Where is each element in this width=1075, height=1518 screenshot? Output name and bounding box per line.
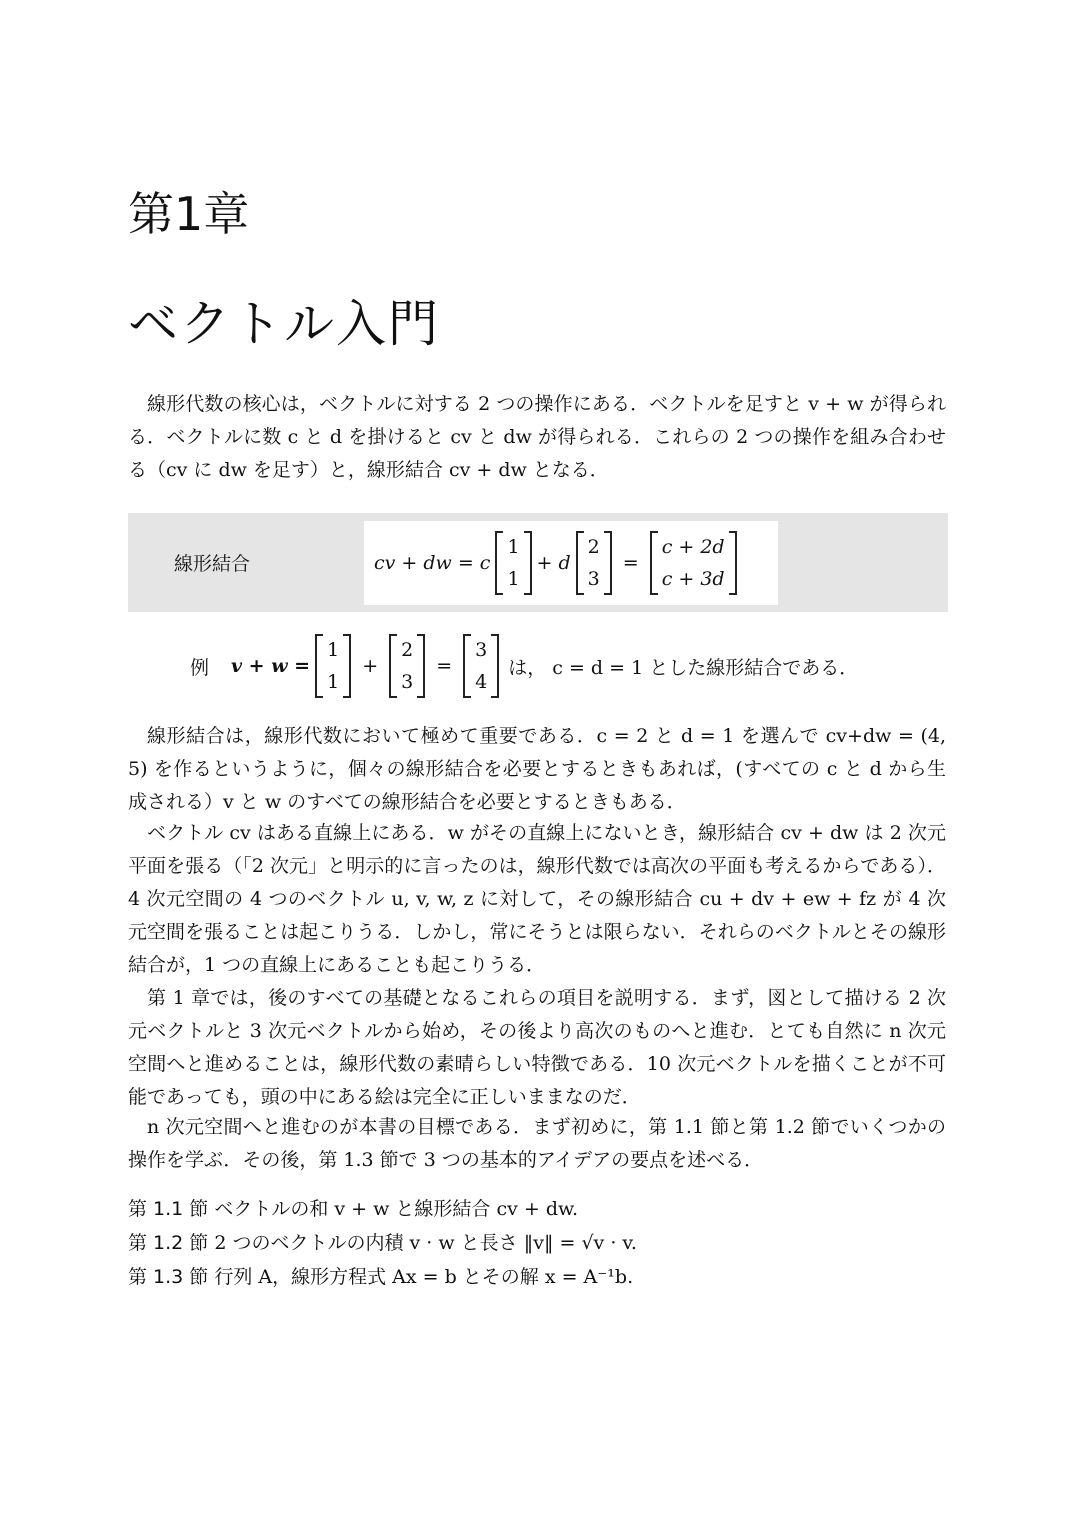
vector-1 bbox=[495, 531, 531, 595]
example-v bbox=[315, 634, 351, 698]
vector-entry: 4 bbox=[475, 671, 488, 693]
section-text: 行列 A，線形方程式 Ax = b とその解 x = A⁻¹b. bbox=[214, 1266, 634, 1288]
section-item bbox=[128, 1192, 637, 1226]
box-label: 線形結合 bbox=[174, 553, 251, 575]
section-label: 第 1.2 節 bbox=[128, 1232, 209, 1254]
intro-paragraph: 線形代数の核心は，ベクトルに対する 2 つの操作にある．ベクトルを足すと v + w が得られる．ベクトルに数 c と d を掛けると cv と dw が得られる．これらの 2 つの操作を組み合わせる（cv に dw を足す）と，線形結合 cv + dw となる． bbox=[128, 393, 946, 481]
example-plus: + bbox=[362, 655, 379, 677]
vector-entry: 3 bbox=[401, 671, 414, 693]
vector-entry: 3 bbox=[475, 639, 488, 661]
section-item bbox=[128, 1260, 637, 1294]
section-label: 第 1.3 節 bbox=[128, 1266, 209, 1288]
section-item bbox=[128, 1226, 637, 1260]
vector-entry: 2 bbox=[587, 536, 600, 558]
chapter-title: ベクトル入門 bbox=[128, 295, 440, 353]
vector-2 bbox=[576, 531, 612, 595]
example-tail: は， c = d = 1 とした線形結合である． bbox=[508, 656, 859, 679]
linear-combination-formula bbox=[364, 521, 778, 605]
example-w bbox=[389, 634, 425, 698]
section-label: 第 1.1 節 bbox=[128, 1198, 209, 1220]
paragraph-2: ベクトル cv はある直線上にある．w がその直線上にないとき，線形結合 cv + dw は 2 次元平面を張る（「2 次元」と明示的に言ったのは，線形代数では高次の平面も考えるからである）．4 次元空間の 4 つのベクトル u, v, w, z に対して，その線形結合 cu + dv + ew + fz が 4 次元空間を張ることは起こりうる．しかし，常にそうとは限らない．それらのベクトルとその線形結合が，1 つの直線上にあることも起こりうる． bbox=[128, 822, 946, 976]
section-list bbox=[128, 1192, 637, 1294]
vector-entry: c + 3d bbox=[661, 568, 725, 590]
vector-entry: 1 bbox=[327, 639, 340, 661]
vector-entry: 3 bbox=[587, 568, 600, 590]
section-text: 2 つのベクトルの内積 v · w と長さ ‖v‖ = √v · v. bbox=[214, 1232, 637, 1254]
formula-plus-d: + d bbox=[536, 552, 571, 574]
vector-entry: 1 bbox=[327, 671, 340, 693]
chapter-number: 第1章 bbox=[128, 187, 250, 241]
example-equals: = bbox=[436, 655, 453, 677]
example-line bbox=[190, 633, 858, 699]
example-label: 例 bbox=[190, 656, 210, 679]
vector-entry: 1 bbox=[507, 568, 520, 590]
linear-combination-box bbox=[128, 513, 948, 612]
paragraph-4: n 次元空間へと進むのが本書の目標である．まず初めに，第 1.1 節と第 1.2 節でいくつかの操作を学ぶ．その後，第 1.3 節で 3 つの基本的アイデアの要点を述べる． bbox=[128, 1116, 946, 1171]
result-vector bbox=[650, 531, 737, 595]
example-sum bbox=[463, 634, 499, 698]
example-lhs: v + w = bbox=[231, 655, 311, 677]
vector-entry: c + 2d bbox=[661, 536, 725, 558]
formula-lhs: cv + dw = c bbox=[374, 552, 491, 574]
section-text: ベクトルの和 v + w と線形結合 cv + dw. bbox=[214, 1198, 579, 1220]
paragraph-1: 線形結合は，線形代数において極めて重要である．c = 2 と d = 1 を選んで cv+dw = (4, 5) を作るというように，個々の線形結合を必要とするときもあれば，(すべての c と d から生成される）v と w のすべての線形結合を必要とするときもある． bbox=[128, 725, 946, 813]
paragraph-3: 第 1 章では，後のすべての基礎となるこれらの項目を説明する．まず，図として描ける 2 次元ベクトルと 3 次元ベクトルから始め，その後より高次のものへと進む．とても自然に n 次元空間へと進めることは，線形代数の素晴らしい特徴である．10 次元ベクトルを描くことが不可能であっても，頭の中にある絵は完全に正しいままなのだ． bbox=[128, 987, 946, 1108]
formula-equals: = bbox=[622, 552, 639, 574]
vector-entry: 2 bbox=[401, 639, 414, 661]
vector-entry: 1 bbox=[507, 536, 520, 558]
